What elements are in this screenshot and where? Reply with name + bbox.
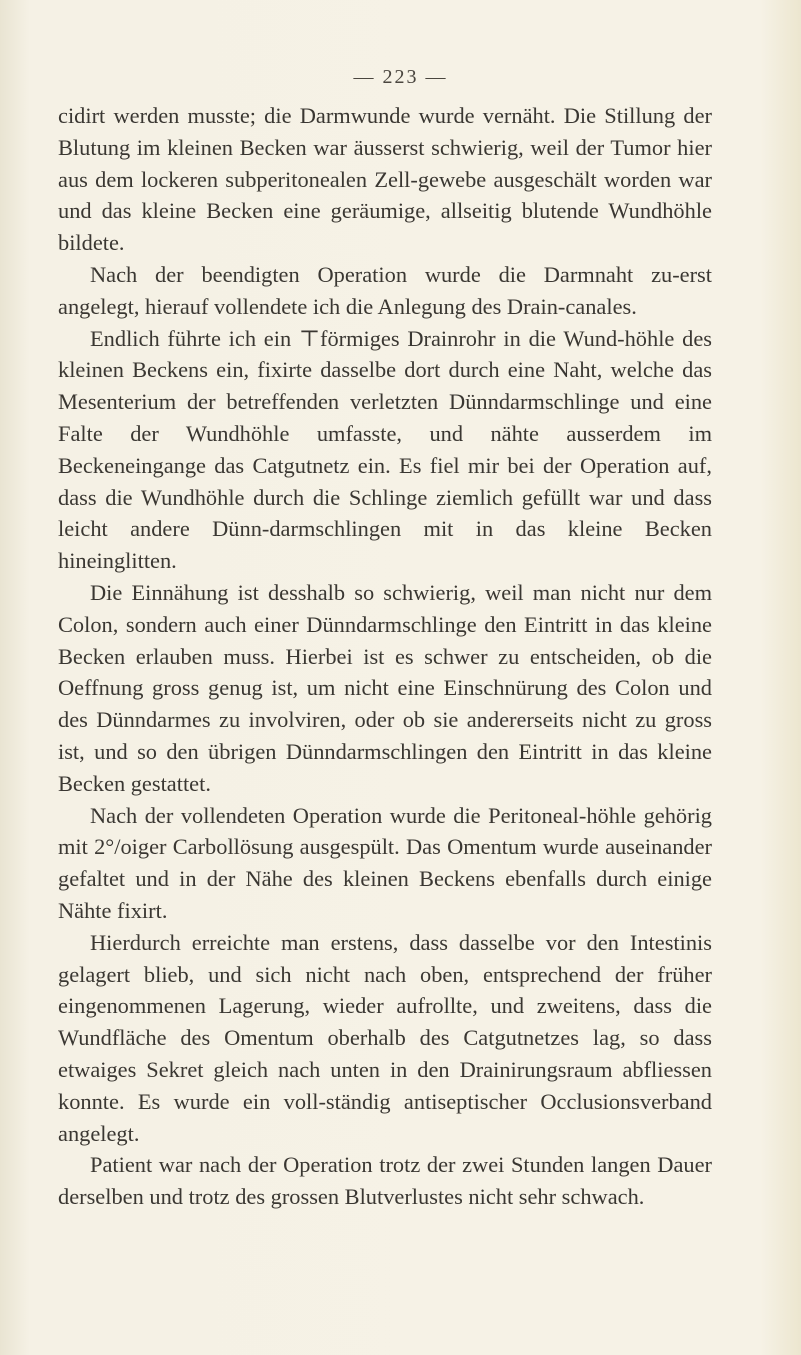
paragraph: Nach der vollendeten Operation wurde die Peritoneal-höhle gehörig mit 2°/oiger Carbollösung ausgespült. Das Omentum wurde auseinander gefaltet und in der Nähe des kleinen Beckens ebenfalls durch einige Nähte fixirt. xyxy=(58,802,712,923)
paragraph: Nach der beendigten Operation wurde die Darmnaht zu-erst angelegt, hierauf vollendete ich die Anlegung des Drain-canales. xyxy=(58,261,712,319)
page-number: — 223 — xyxy=(353,66,448,88)
paragraph: Hierdurch erreichte man erstens, dass dasselbe vor den Intestinis gelagert blieb, und sich nicht nach oben, entsprechend der früher eingenommenen Lagerung, wieder aufrollte, und zweitens, dass die Wundfläche des Omentum oberhalb des Catgutnetzes lag, so dass etwaiges Sekret gleich nach unten in den Drainirungsraum abfliessen konnte. Es wurde ein voll-ständig antiseptischer Occlusionsverband angelegt. xyxy=(58,929,712,1146)
paragraph: Patient war nach der Operation trotz der zwei Stunden langen Dauer derselben und trotz des grossen Blutverlustes nicht sehr schwach. xyxy=(58,1152,712,1210)
paragraph: Die Einnähung ist desshalb so schwierig, weil man nicht nur dem Colon, sondern auch einer Dünndarmschlinge den Eintritt in das kleine Becken erlauben muss. Hierbei ist es schwer zu entscheiden, ob die Oeffnung gross genug ist, um nicht eine Einschnürung des Colon und des Dünndarmes zu involviren, oder ob sie andererseits nicht zu gross ist, und so den übrigen Dünndarmschlingen den Eintritt in das kleine Becken gestattet. xyxy=(58,579,712,796)
body-text xyxy=(58,100,712,1213)
paragraph: cidirt werden musste; die Darmwunde wurde vernäht. Die Stillung der Blutung im kleinen Becken war äusserst schwierig, weil der Tumor hier aus dem lockeren subperitonealen Zell-gewebe ausgeschält worden war und das kleine Becken eine geräumige, allseitig blutende Wundhöhle bildete. xyxy=(58,103,712,256)
paragraph: Endlich führte ich ein ⊤förmiges Drainrohr in die Wund-höhle des kleinen Beckens ein, fixirte dasselbe dort durch eine Naht, welche das Mesenterium der betreffenden verletzten Dünndarmschlinge und eine Falte der Wundhöhle umfasste, und nähte ausserdem im Beckeneingange das Catgutnetz ein. Es fiel mir bei der Operation auf, dass die Wundhöhle durch die Schlinge ziemlich gefüllt war und dass leicht andere Dünn-darmschlingen mit in das kleine Becken hineinglitten. xyxy=(58,325,712,574)
